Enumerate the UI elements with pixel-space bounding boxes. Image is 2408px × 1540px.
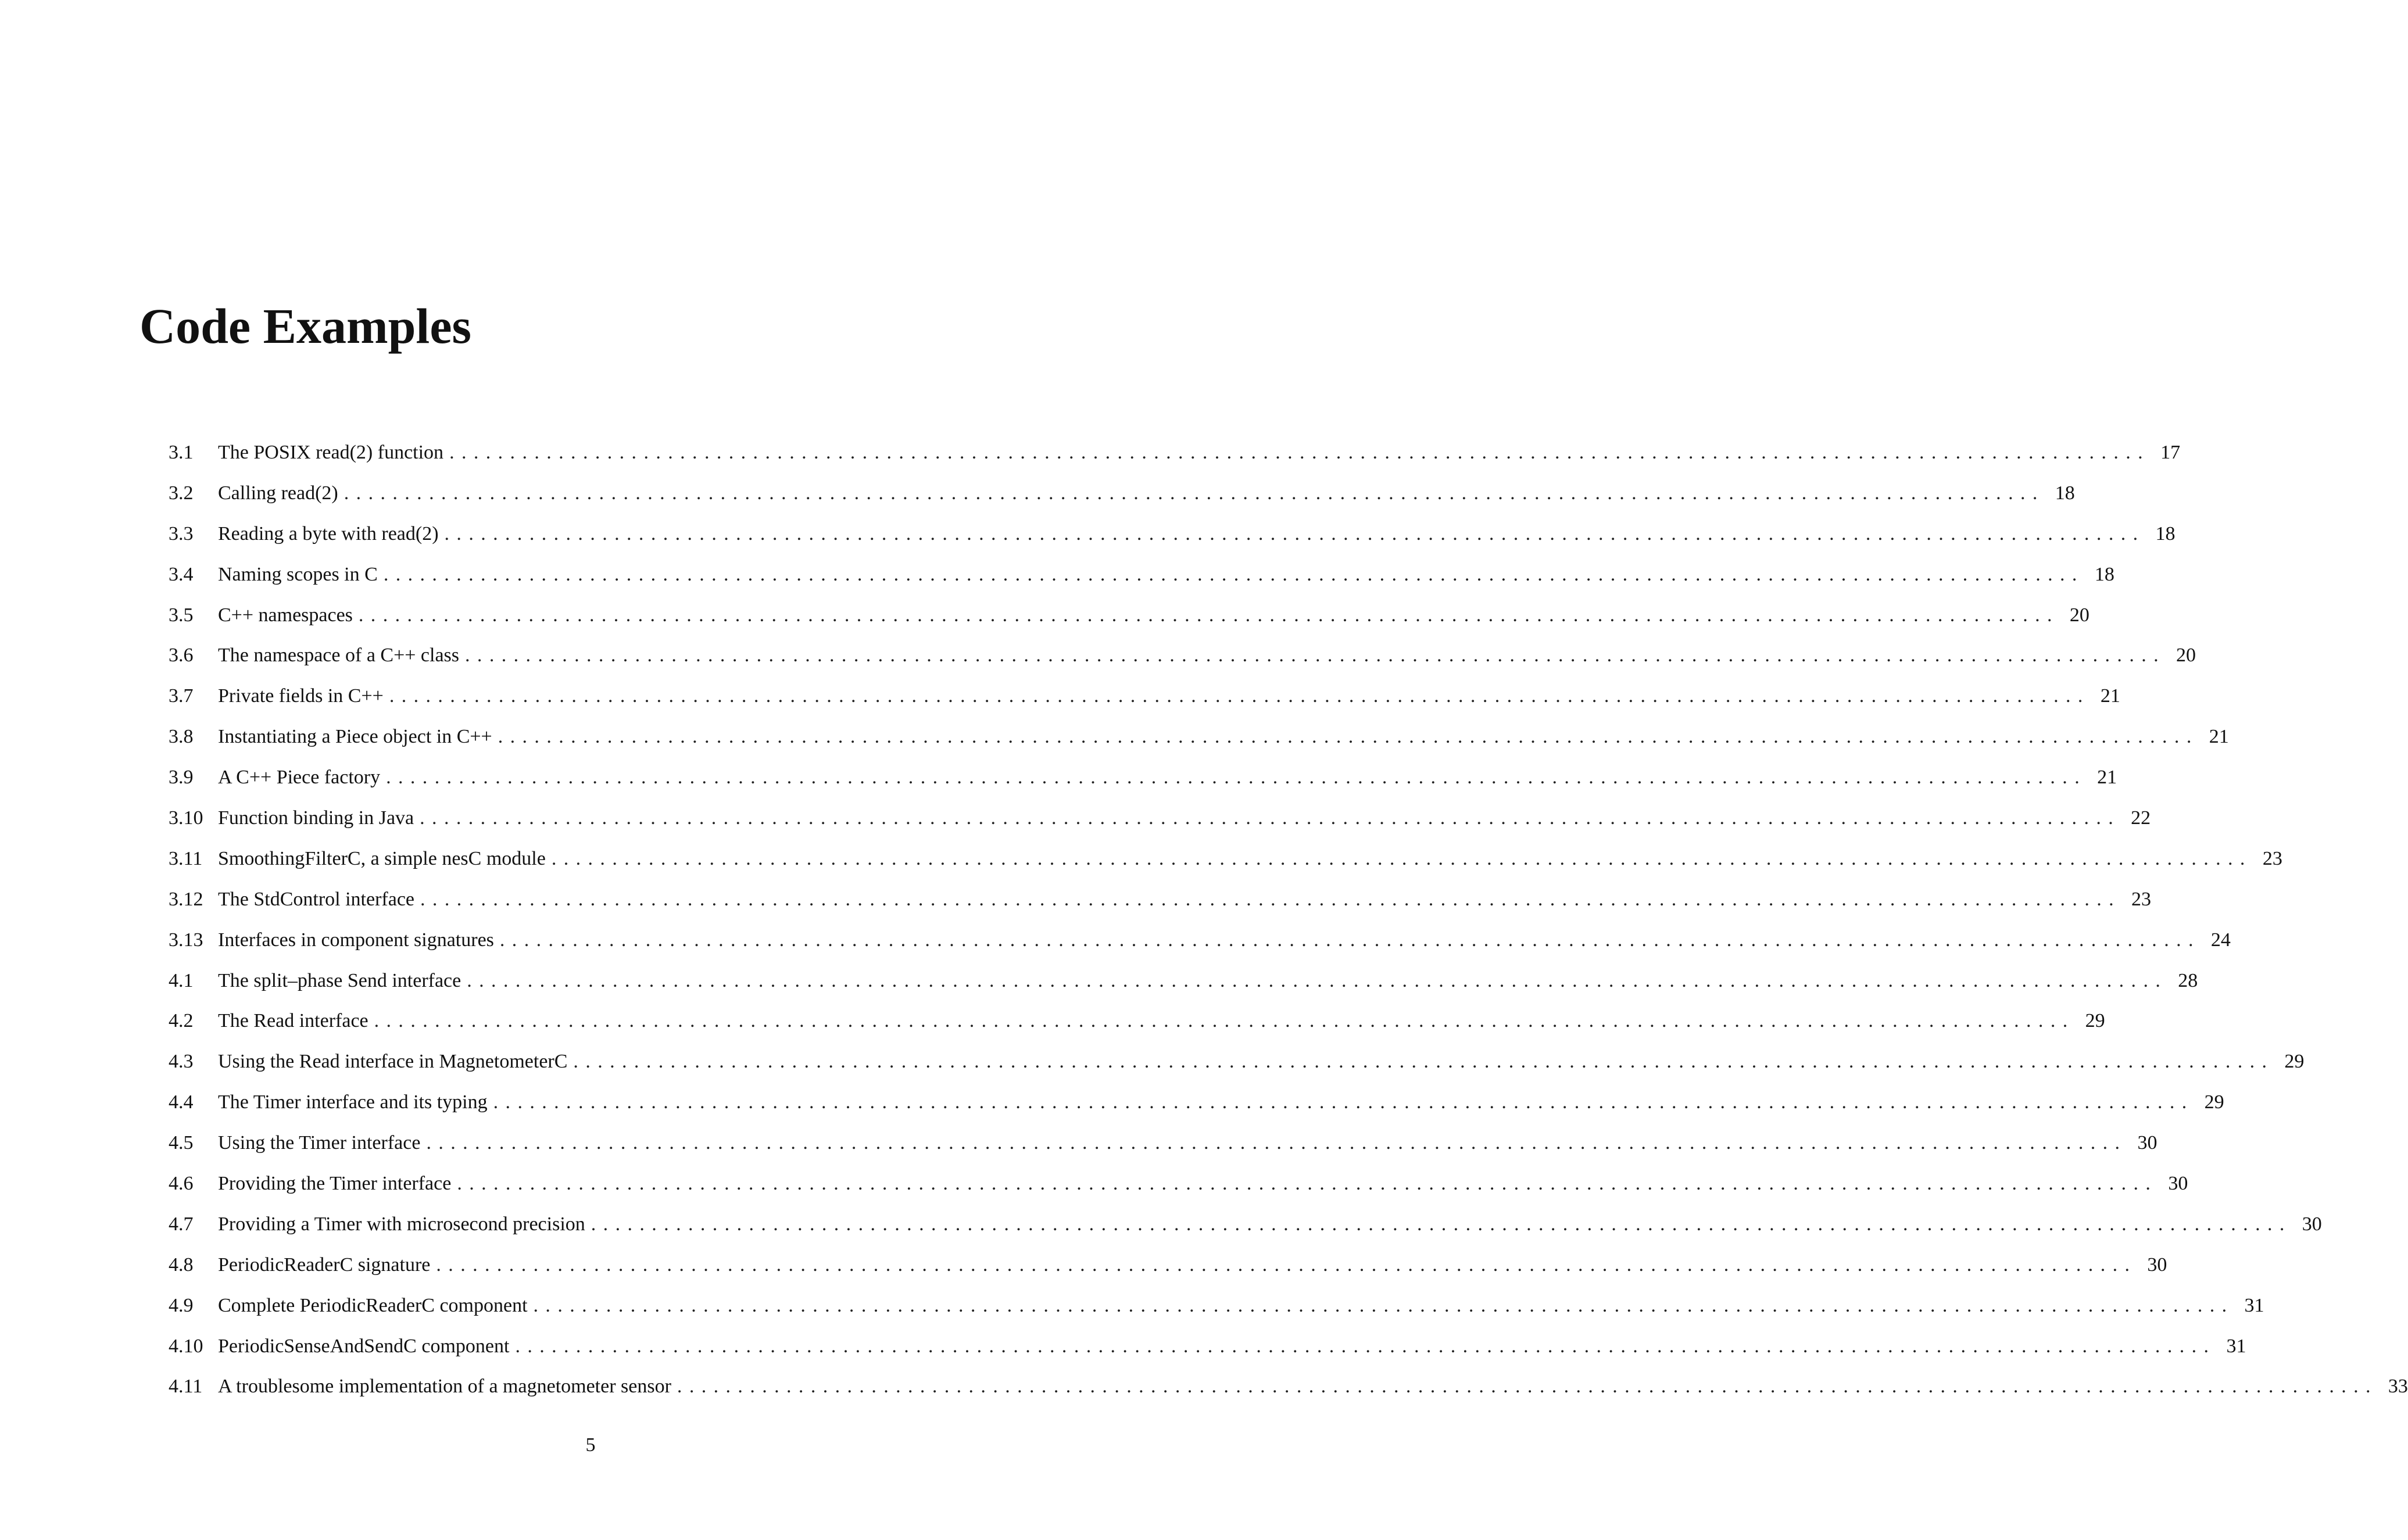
entry-number: 3.3 bbox=[169, 522, 194, 545]
entry-number: 4.2 bbox=[169, 1010, 194, 1032]
entry-title: The split–phase Send interface bbox=[218, 969, 461, 991]
entry-title: Complete PeriodicReaderC component bbox=[218, 1294, 528, 1316]
entry-page-number: 30 bbox=[2137, 1132, 2157, 1154]
dot-leader: ............................................................................................................................................ bbox=[420, 807, 2121, 829]
entry-number: 4.11 bbox=[169, 1376, 203, 1398]
toc-entry[interactable] bbox=[169, 726, 2229, 767]
dot-leader: ............................................................................................................................................ bbox=[498, 726, 2199, 748]
dot-leader: ............................................................................................................................................ bbox=[383, 563, 2084, 585]
dot-leader: ............................................................................................................................................ bbox=[677, 1376, 2378, 1398]
toc-entry[interactable] bbox=[169, 807, 2151, 848]
entry-page-number: 22 bbox=[2131, 807, 2151, 829]
entry-number: 4.6 bbox=[169, 1173, 194, 1195]
toc-entry[interactable] bbox=[169, 685, 2120, 726]
toc-entry[interactable] bbox=[169, 929, 2231, 970]
entry-number: 3.4 bbox=[169, 563, 194, 585]
entry-page-number: 21 bbox=[2209, 726, 2229, 748]
page-title: Code Examples bbox=[139, 298, 471, 354]
entry-page-number: 20 bbox=[2069, 604, 2089, 626]
toc-entry[interactable] bbox=[169, 442, 2181, 482]
toc-entry[interactable] bbox=[169, 1132, 2157, 1173]
entry-page-number: 18 bbox=[2055, 482, 2075, 504]
dot-leader: ............................................................................................................................................ bbox=[591, 1213, 2292, 1235]
entry-number: 3.10 bbox=[169, 807, 203, 829]
entry-title: Naming scopes in C bbox=[218, 563, 378, 585]
entry-page-number: 21 bbox=[2097, 767, 2117, 789]
entry-number: 3.11 bbox=[169, 847, 203, 869]
dot-leader: ............................................................................................................................................ bbox=[467, 969, 2168, 991]
toc-entry[interactable] bbox=[169, 847, 2282, 889]
dot-leader: ............................................................................................................................................ bbox=[449, 442, 2151, 463]
dot-leader: ............................................................................................................................................ bbox=[386, 767, 2087, 789]
entry-page-number: 30 bbox=[2168, 1173, 2188, 1195]
dot-leader: ............................................................................................................................................ bbox=[457, 1173, 2158, 1195]
entry-page-number: 18 bbox=[2155, 522, 2176, 545]
entry-title: Private fields in C++ bbox=[218, 685, 384, 707]
code-examples-list bbox=[169, 442, 2408, 1416]
entry-page-number: 29 bbox=[2204, 1091, 2224, 1113]
dot-leader: ............................................................................................................................................ bbox=[344, 482, 2045, 504]
entry-page-number: 28 bbox=[2178, 969, 2198, 991]
dot-leader: ............................................................................................................................................ bbox=[533, 1294, 2234, 1316]
entry-title: Providing a Timer with microsecond precision bbox=[218, 1213, 585, 1235]
entry-title: Calling read(2) bbox=[218, 482, 338, 504]
entry-title: The Read interface bbox=[218, 1010, 368, 1032]
entry-number: 3.9 bbox=[169, 767, 194, 789]
entry-title: Providing the Timer interface bbox=[218, 1173, 452, 1195]
entry-page-number: 17 bbox=[2160, 442, 2181, 463]
entry-number: 4.9 bbox=[169, 1294, 194, 1316]
dot-leader: ............................................................................................................................................ bbox=[436, 1254, 2137, 1276]
dot-leader: ............................................................................................................................................ bbox=[465, 644, 2166, 667]
dot-leader: ............................................................................................................................................ bbox=[426, 1132, 2127, 1154]
entry-number: 3.12 bbox=[169, 888, 203, 910]
entry-title: The StdControl interface bbox=[218, 888, 415, 910]
entry-number: 3.5 bbox=[169, 604, 194, 626]
dot-leader: ............................................................................................................................................ bbox=[493, 1091, 2194, 1113]
entry-page-number: 23 bbox=[2131, 888, 2152, 910]
entry-title: PeriodicSenseAndSendC component bbox=[218, 1335, 510, 1357]
toc-entry[interactable] bbox=[169, 1294, 2264, 1335]
entry-page-number: 18 bbox=[2094, 563, 2114, 585]
entry-title: Using the Timer interface bbox=[218, 1132, 421, 1154]
entry-title: The Timer interface and its typing bbox=[218, 1091, 488, 1113]
toc-entry[interactable] bbox=[169, 969, 2198, 1011]
entry-page-number: 23 bbox=[2262, 847, 2282, 869]
toc-entry[interactable] bbox=[169, 1051, 2305, 1091]
toc-entry[interactable] bbox=[169, 1254, 2167, 1295]
entry-page-number: 20 bbox=[2176, 644, 2196, 667]
entry-title: Using the Read interface in MagnetometerC bbox=[218, 1051, 568, 1073]
toc-entry[interactable] bbox=[169, 1335, 2246, 1376]
entry-number: 4.3 bbox=[169, 1051, 194, 1073]
toc-entry[interactable] bbox=[169, 604, 2089, 645]
dot-leader: ............................................................................................................................................ bbox=[499, 929, 2201, 951]
toc-entry[interactable] bbox=[169, 888, 2152, 929]
toc-entry[interactable] bbox=[169, 522, 2176, 564]
dot-leader: ............................................................................................................................................ bbox=[389, 685, 2090, 707]
entry-title: Reading a byte with read(2) bbox=[218, 522, 439, 545]
dot-leader: ............................................................................................................................................ bbox=[515, 1335, 2216, 1357]
entry-title: C++ namespaces bbox=[218, 604, 353, 626]
entry-title: SmoothingFilterC, a simple nesC module bbox=[218, 847, 546, 869]
entry-number: 4.7 bbox=[169, 1213, 194, 1235]
toc-entry[interactable] bbox=[169, 644, 2196, 685]
dot-leader: ............................................................................................................................................ bbox=[374, 1010, 2075, 1032]
toc-entry[interactable] bbox=[169, 1091, 2224, 1132]
entry-page-number: 33 bbox=[2388, 1376, 2408, 1398]
entry-title: PeriodicReaderC signature bbox=[218, 1254, 431, 1276]
toc-entry[interactable] bbox=[169, 1010, 2105, 1051]
toc-entry[interactable] bbox=[169, 1173, 2188, 1213]
entry-title: Interfaces in component signatures bbox=[218, 929, 494, 951]
entry-number: 4.8 bbox=[169, 1254, 194, 1276]
entry-page-number: 29 bbox=[2085, 1010, 2105, 1032]
entry-title: A C++ Piece factory bbox=[218, 767, 381, 789]
dot-leader: ............................................................................................................................................ bbox=[444, 522, 2145, 545]
toc-entry[interactable] bbox=[169, 1376, 2408, 1416]
entry-page-number: 30 bbox=[2147, 1254, 2167, 1276]
dot-leader: ............................................................................................................................................ bbox=[358, 604, 2059, 626]
entry-page-number: 24 bbox=[2210, 929, 2231, 951]
entry-title: Function binding in Java bbox=[218, 807, 414, 829]
entry-title: The POSIX read(2) function bbox=[218, 442, 444, 463]
entry-number: 4.5 bbox=[169, 1132, 194, 1154]
toc-entry[interactable] bbox=[169, 767, 2117, 807]
entry-page-number: 31 bbox=[2244, 1294, 2264, 1316]
entry-page-number: 21 bbox=[2100, 685, 2120, 707]
dot-leader: ............................................................................................................................................ bbox=[551, 847, 2252, 869]
entry-page-number: 31 bbox=[2226, 1335, 2246, 1357]
entry-number: 4.1 bbox=[169, 969, 194, 991]
toc-entry[interactable] bbox=[169, 563, 2114, 604]
entry-title: A troublesome implementation of a magnetometer sensor bbox=[218, 1376, 671, 1398]
entry-number: 3.1 bbox=[169, 442, 194, 463]
entry-number: 4.4 bbox=[169, 1091, 194, 1113]
entry-title: Instantiating a Piece object in C++ bbox=[218, 726, 492, 748]
entry-number: 3.2 bbox=[169, 482, 194, 504]
entry-page-number: 30 bbox=[2302, 1213, 2322, 1235]
page-number: 5 bbox=[585, 1434, 596, 1456]
entry-number: 4.10 bbox=[169, 1335, 203, 1357]
entry-number: 3.6 bbox=[169, 644, 194, 667]
dot-leader: ............................................................................................................................................ bbox=[573, 1051, 2274, 1073]
entry-number: 3.7 bbox=[169, 685, 194, 707]
dot-leader: ............................................................................................................................................ bbox=[420, 888, 2121, 910]
entry-number: 3.8 bbox=[169, 726, 194, 748]
entry-number: 3.13 bbox=[169, 929, 203, 951]
entry-title: The namespace of a C++ class bbox=[218, 644, 460, 667]
entry-page-number: 29 bbox=[2284, 1051, 2305, 1073]
toc-entry[interactable] bbox=[169, 1213, 2322, 1254]
toc-entry[interactable] bbox=[169, 482, 2075, 523]
